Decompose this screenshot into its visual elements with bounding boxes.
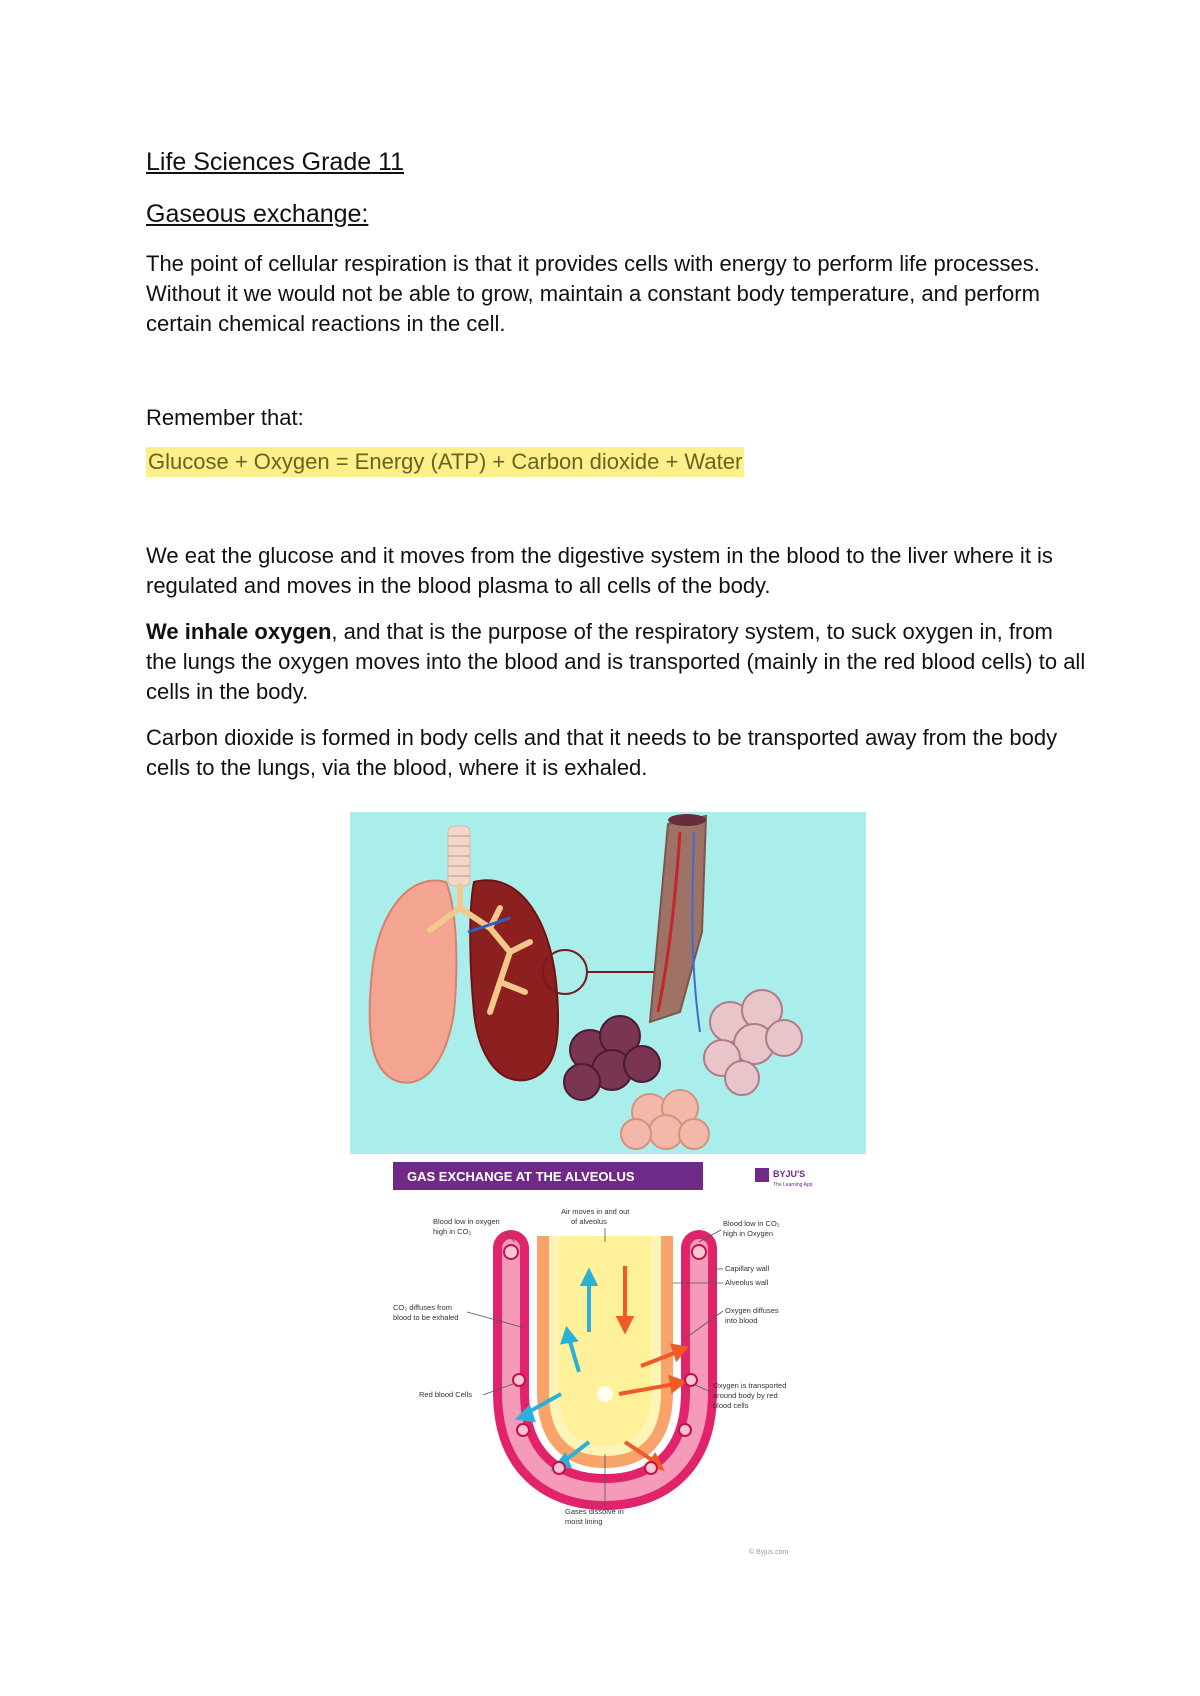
label-gases-dissolve-1: Gases dissolve in (565, 1507, 624, 1516)
label-blood-low-oxygen-2: high in CO₂ (433, 1227, 472, 1236)
svg-text:Blood low in CO₂ (723, 1219, 780, 1228)
label-co2-diffuses-2: blood to be exhaled (393, 1313, 459, 1322)
label-oxygen-transported-1: Oxygen is transported (713, 1381, 787, 1390)
label-air-moves-2: of alveolus (571, 1217, 607, 1226)
label-red-blood-cells: Red blood Cells (419, 1390, 472, 1399)
paragraph-carbon-dioxide: Carbon dioxide is formed in body cells and that it needs to be transported away from the body cells to the lungs, via the blood, where it is exhaled. (146, 725, 1058, 780)
remember-label: Remember that: (146, 405, 304, 430)
label-capillary-wall: Capillary wall (725, 1264, 770, 1273)
label-alveolus-wall: Alveolus wall (725, 1278, 769, 1287)
brand-logo-icon (755, 1168, 769, 1182)
gas-exchange-diagram (393, 1162, 817, 1562)
paragraph-glucose: We eat the glucose and it moves from the digestive system in the blood to the liver where it is regulated and moves in the blood plasma to all cells of the body. (146, 543, 1053, 598)
label-blood-low-oxygen-1: Blood low in oxygen (433, 1217, 500, 1226)
svg-text:of alveolus (571, 1217, 607, 1226)
paragraph-cellular-respiration: The point of cellular respiration is that it provides cells with energy to perform life processes. Without it we would not be able to grow, maintain a constant body temperature, and perform certain chemical reactions in the cell. (146, 251, 1040, 336)
document-title: Life Sciences Grade 11 (146, 148, 405, 176)
label-air-moves-1: Air moves in and out (561, 1207, 630, 1216)
brand-tagline: The Learning App (773, 1182, 813, 1188)
diagram-title: GAS EXCHANGE AT THE ALVEOLUS (407, 1169, 635, 1184)
paragraph-oxygen-rest: , and that is the purpose of the respiratory system, to suck oxygen in, from the lungs the oxygen moves into the blood and is transported (mainly in the red blood cells) to all cells in the body. (146, 619, 1086, 704)
bold-phrase: We inhale oxygen (146, 619, 332, 644)
svg-text:Blood low in oxygen (433, 1217, 500, 1226)
copyright-text: © Byjus.com (749, 1549, 789, 1556)
svg-text:blood cells (713, 1401, 749, 1410)
svg-text:high in CO₂ (433, 1227, 471, 1236)
label-blood-low-co2-1: Blood low in CO₂ (723, 1219, 780, 1228)
brand-name: BYJU'S (773, 1169, 806, 1179)
label-co2-diffuses-1: CO₂ diffuses from (393, 1303, 453, 1312)
svg-text:Air moves in and out (561, 1207, 630, 1216)
lungs-alveoli-illustration (350, 812, 866, 1154)
label-blood-low-co2-2: high in Oxygen (723, 1229, 774, 1238)
svg-text:Gases dissolve in (565, 1507, 624, 1516)
svg-text:blood to be exhaled (393, 1313, 458, 1322)
label-oxygen-transported-3: blood cells (713, 1401, 749, 1410)
svg-text:Oxygen diffuses (725, 1306, 779, 1315)
svg-text:moist lining (565, 1517, 603, 1526)
svg-text:CO₂ diffuses from (393, 1303, 452, 1312)
svg-text:into blood (725, 1316, 758, 1325)
label-gases-dissolve-2: moist lining (565, 1517, 603, 1526)
section-heading: Gaseous exchange: (146, 200, 369, 228)
highlighted-equation: Glucose + Oxygen = Energy (ATP) + Carbon dioxide + Water (146, 447, 744, 477)
label-oxygen-transported-2: around body by red (713, 1391, 778, 1400)
svg-text:around body by red (713, 1391, 778, 1400)
svg-text:Oxygen is transported (713, 1381, 786, 1390)
label-oxygen-diffuses-2: into blood (725, 1316, 758, 1325)
paragraph-oxygen (146, 617, 1086, 707)
svg-text:high in Oxygen (723, 1229, 773, 1238)
label-oxygen-diffuses-1: Oxygen diffuses (725, 1306, 779, 1315)
